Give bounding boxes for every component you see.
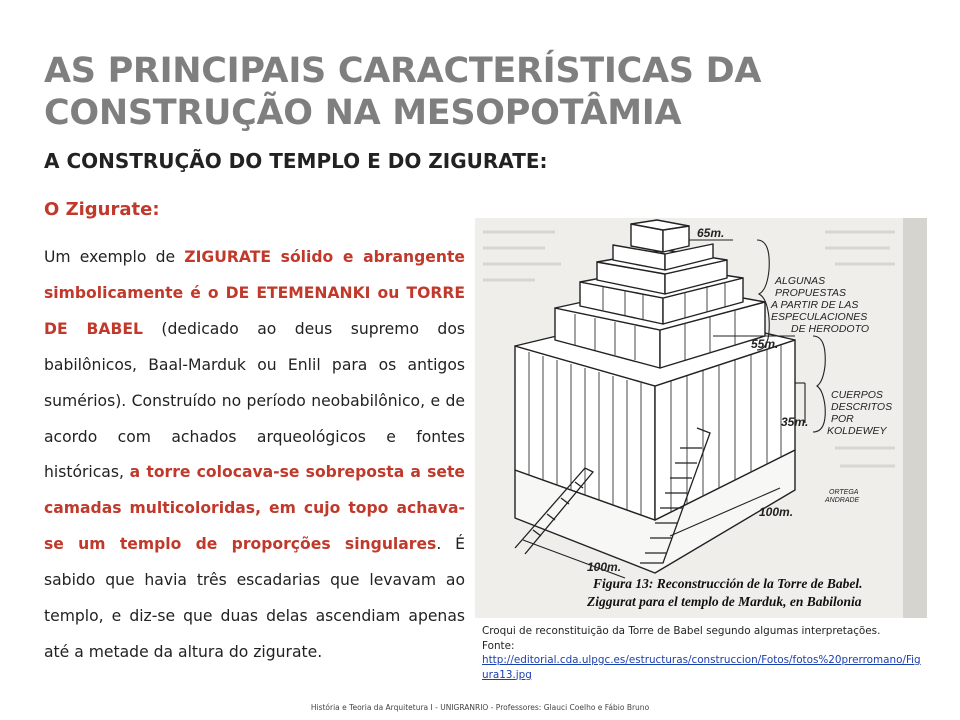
caption-source-label: Fonte:: [482, 639, 515, 652]
slide-title-line-1: AS PRINCIPAIS CARACTERÍSTICAS DA: [44, 51, 762, 91]
height-35m-label: 35m.: [781, 415, 809, 429]
body-paragraph: [44, 240, 465, 671]
note-koldewey-line-4: KOLDEWEY: [827, 425, 887, 437]
slide-title: [44, 50, 924, 134]
ziggurat-figure: [475, 218, 927, 618]
slide-subtitle: A CONSTRUÇÃO DO TEMPLO E DO ZIGURATE:: [44, 149, 548, 173]
artist-signature-line-1: ORTEGA: [829, 489, 859, 496]
body-text-part-3: . É sabido que havia três escadarias que levavam ao templo, e diz-se que duas delas ascendiam apenas até a metade da altura do zigurate.: [44, 535, 465, 661]
slide-footer: História e Teoria da Arquitetura I - UNIGRANRIO - Professores: Glauci Coelho e Fábio Bruno: [310, 703, 650, 712]
body-highlight-2: a torre colocava-se sobreposta a sete camadas multicoloridas, em cujo topo achava-se um templo de proporções singulares: [44, 463, 466, 554]
section-heading: O Zigurate:: [44, 199, 160, 220]
body-text-part-1: Um exemplo de: [44, 248, 185, 266]
note-koldewey-line-1: CUERPOS: [831, 389, 883, 401]
note-herodotus-line-5: DE HERODOTO: [791, 323, 869, 335]
note-herodotus-line-4: ESPECULACIONES: [771, 311, 868, 323]
figure-caption-line-2: Ziggurat para el templo de Marduk, en Babilonia: [587, 594, 862, 609]
width-100m-label-left: 100m.: [587, 560, 622, 574]
figure-caption-line-1: Figura 13: Reconstrucción de la Torre de Babel.: [593, 576, 863, 591]
image-caption: [482, 624, 922, 682]
height-55m-label: 55m.: [751, 337, 779, 351]
note-herodotus-line-1: ALGUNAS: [775, 275, 826, 287]
source-link[interactable]: http://editorial.cda.ulpgc.es/estructuras/construccion/Fotos/fotos%20prerromano/Figura13.jpg: [482, 654, 921, 681]
ziggurat-drawing: [475, 218, 927, 618]
body-text-part-2: (dedicado ao deus supremo dos babilônicos, Baal-Marduk ou Enlil para os antigos sumérios). Construído no período neobabilônico, e de acordo com achados arqueológicos e fontes históricas,: [44, 319, 465, 482]
caption-description: Croqui de reconstituição da Torre de Babel segundo algumas interpretações.: [482, 625, 881, 637]
note-koldewey-line-3: POR: [831, 413, 854, 425]
note-koldewey-line-2: DESCRITOS: [831, 401, 893, 413]
width-100m-label-right: 100m.: [759, 505, 794, 519]
slide-title-line-2: CONSTRUÇÃO NA MESOPOTÂMIA: [44, 93, 682, 133]
body-highlight-1: ZIGURATE sólido e abrangente simbolicamente é o DE ETEMENANKI ou TORRE DE BABEL: [44, 248, 465, 338]
note-herodotus-line-3: A PARTIR DE LAS: [771, 299, 859, 311]
artist-signature-line-2: ANDRADE: [825, 497, 860, 504]
note-herodotus-line-2: PROPUESTAS: [775, 287, 846, 299]
height-65m-label: 65m.: [697, 226, 725, 240]
